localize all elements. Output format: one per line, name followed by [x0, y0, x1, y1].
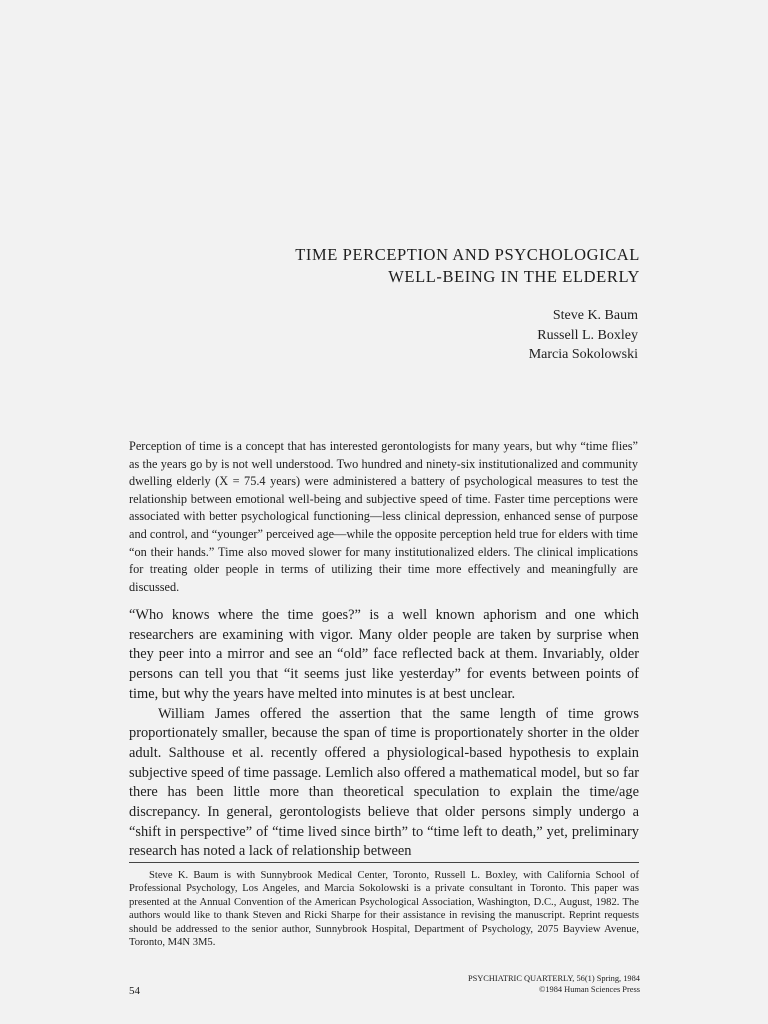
journal-line: ©1984 Human Sciences Press [538, 984, 640, 994]
author-list [400, 306, 638, 365]
blank-top-margin [0, 0, 768, 190]
footnote-rule [129, 862, 639, 863]
body-text [129, 606, 639, 862]
author-name: Russell L. Boxley [537, 327, 638, 343]
author-name: Steve K. Baum [552, 308, 638, 323]
page-number: 54 [129, 985, 140, 997]
title-line: WELL-BEING IN THE ELDERLY [388, 267, 640, 286]
title-line: TIME PERCEPTION AND PSYCHOLOGICAL [295, 245, 640, 264]
body-paragraph: William James offered the assertion that the same length of time grows proportionately smaller, because the span of time is proportionately shorter in the older adult. Salthouse et al. recently offered a physiological-based hypothesis to explain subjective speed of time passage. Lemlich also offered a mathematical model, but so far there has been little more than theoretical speculation to explain the time/age discrepancy. In general, gerontologists believe that older persons simply undergo a “shift in perspective” of “time lived since birth” to “time left to death,” yet, preliminary research has noted a lack of relationship between [129, 705, 639, 860]
article-title [230, 244, 640, 288]
journal-line: PSYCHIATRIC QUARTERLY, 56(1) Spring, 1984 [467, 974, 640, 983]
author-name: Marcia Sokolowski [528, 347, 638, 362]
author-footnote [129, 869, 639, 949]
footnote-text: Steve K. Baum is with Sunnybrook Medical Center, Toronto, Russell L. Boxley, with California School of Professional Psychology, Los Angeles, and Marcia Sokolowski is a private consultant in Toronto. This paper was presented at the Annual Convention of the American Psychological Association, Washington, D.C., August, 1982. The authors would like to thank Steven and Ricki Sharpe for their assistance in revising the manuscript. Reprint requests should be addressed to the senior author, Sunnybrook Hospital, Department of Psychology, 2075 Bayview Avenue, Toronto, M4N 3M5. [129, 870, 639, 949]
abstract: Perception of time is a concept that has interested gerontologists for many years, but why “time flies” as the years go by is not well understood. Two hundred and ninety-six institutionalized and community dwelling elderly (X = 75.4 years) were administered a battery of psychological measures to test the relationship between emotional well-being and subjective speed of time. Faster time perceptions were associated with better psychological functioning—less clinical depression, enhanced sense of purpose and control, and “younger” perceived age—while the opposite perception held true for elders with time “on their hands.” Time also moved slower for many institutionalized elders. The clinical implications for treating older people in terms of utilizing their time more effectively and meaningfully are discussed. [129, 439, 638, 594]
journal-citation [400, 974, 640, 995]
body-paragraph: “Who knows where the time goes?” is a well known aphorism and one which researchers are examining with vigor. Many older people are taken by surprise when they peer into a mirror and see an “old” face reflected back at them. Invariably, older persons can tell you that “it seems just like yesterday” for events between points of time, but why the years have melted into minutes is at best unclear. [129, 607, 639, 702]
